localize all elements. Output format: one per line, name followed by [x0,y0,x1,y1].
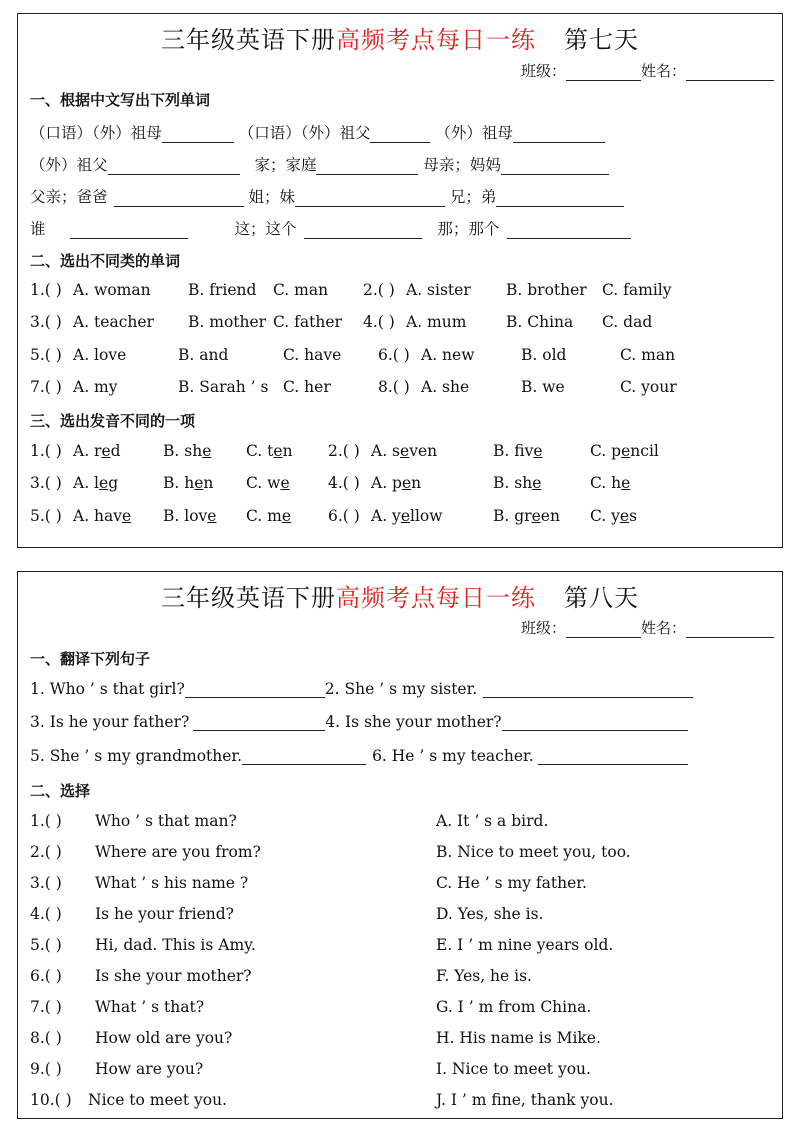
option-a [73,507,131,525]
underlined-letter: e [621,474,631,493]
option-prefix: C. w [246,474,281,493]
question-number: 3.( ) [30,474,62,493]
option-a: A. my [73,377,118,396]
title-black: 三年级英语下册 [161,26,336,54]
option-a: A. woman [73,281,151,299]
answer-blank[interactable] [193,714,325,731]
option-suffix: s [629,506,638,525]
option-c: C. man [620,345,676,364]
option-prefix: B. sh [493,474,533,493]
option-prefix: B. sh [163,442,203,460]
option-prefix: B. h [163,474,195,493]
underlined-letter: e [531,506,541,525]
title-day: 第八天 [564,584,639,612]
translate-row [30,680,693,698]
option-a [371,474,421,492]
question-text: What ’ s his name ? [95,874,249,892]
option-b: B. and [178,345,229,364]
option-a: A. love [73,345,127,364]
question-number: 8.( ) [378,377,410,396]
question-text: How old are you? [95,1029,233,1047]
word-prompt: 那；那个 [437,220,500,238]
sentence: 2. She ’ s my sister. [324,680,478,698]
option-c: C. dad [602,313,653,332]
section-heading: 二、选出不同类的单词 [30,252,181,270]
underlined-letter: e [619,506,630,525]
answer-blank[interactable] [70,222,188,239]
option-b [163,442,211,460]
option-suffix: ven [409,442,438,460]
word-prompt: （口语）（外）祖父 [238,124,371,142]
name-field[interactable] [686,64,774,81]
class-name-line [521,617,774,638]
class-label: 班级： [520,62,566,80]
sentence: 1. Who ’ s that girl? [30,680,185,698]
option-suffix: n [411,474,422,493]
underlined-letter: e [400,506,410,525]
option-a: A. teacher [73,313,154,332]
answer-blank[interactable] [295,190,445,207]
word-prompt: 母亲；妈妈 [423,156,501,174]
answer-option: J. I ’ m fine, thank you. [436,1091,614,1109]
underlined-letter: e [202,442,212,460]
underlined-letter: e [621,442,631,460]
worksheet-day7 [17,13,783,548]
option-a: A. new [421,345,475,364]
underlined-letter: e [99,474,109,493]
question-number: 6.( ) [30,967,62,985]
option-a [73,442,121,460]
question-number: 10.( ) [30,1091,72,1109]
section-heading: 一、根据中文写出下列单词 [30,91,211,109]
answer-option: B. Nice to meet you, too. [436,843,631,861]
option-b [493,442,543,460]
underlined-letter: e [207,506,217,525]
word-prompt: （口语）（外）祖母 [30,124,162,142]
question-number: 2.( ) [30,843,62,861]
question-text: Nice to meet you. [88,1091,227,1109]
answer-blank[interactable] [501,158,609,175]
answer-blank[interactable] [242,748,366,765]
option-suffix: d [110,442,121,460]
option-c [246,507,291,525]
option-b: B. Sarah ’ s [178,377,269,396]
question-number: 1.( ) [30,442,62,460]
option-prefix: A. y [371,506,401,525]
page-title [18,20,782,55]
question-number: 6.( ) [378,345,410,364]
question-number: 7.( ) [30,998,62,1016]
question-number: 2.( ) [328,442,360,460]
question-number: 7.( ) [30,377,62,396]
option-c: C. your [620,377,677,396]
page-title [18,578,782,613]
option-b: B. old [521,345,567,364]
option-prefix: A. p [371,474,402,493]
underlined-letter: e [280,474,290,493]
option-c: C. man [273,281,329,299]
answer-blank[interactable] [502,714,688,731]
name-label: 姓名： [640,62,686,80]
underlined-letter: e [273,442,283,460]
translate-row [30,747,688,765]
underlined-letter: e [532,474,542,493]
answer-blank[interactable] [496,190,624,207]
question-number: 3.( ) [30,313,62,332]
option-c [246,442,293,460]
class-field[interactable] [566,64,641,81]
answer-blank[interactable] [538,748,688,765]
question-number: 4.( ) [363,313,395,332]
question-number: 1.( ) [30,812,62,830]
underlined-letter: e [533,442,543,460]
option-prefix: C. t [246,442,274,460]
answer-blank[interactable] [114,190,244,207]
translate-row [30,713,688,731]
option-c [246,474,290,492]
option-c [590,442,659,460]
option-c: C. her [283,377,331,396]
sentence: 6. He ’ s my teacher. [372,747,534,765]
title-black: 三年级英语下册 [161,584,336,612]
option-suffix: llow [410,506,443,525]
option-b: B. brother [506,281,587,299]
option-c: C. father [273,313,342,332]
option-a: A. mum [406,313,467,332]
title-day: 第七天 [564,26,639,54]
option-b [163,474,213,492]
answer-blank[interactable] [370,126,430,143]
question-number: 5.( ) [30,345,62,364]
word-prompt: 这；这个 [234,220,297,238]
answer-option: I. Nice to meet you. [436,1060,591,1078]
sentence: 5. She ’ s my grandmother. [30,747,243,765]
option-c: C. have [283,345,342,364]
word-prompt: 谁 [30,220,46,238]
name-label: 姓名： [640,619,686,637]
underlined-letter: e [122,506,132,525]
underlined-letter: e [101,442,111,460]
question-number: 4.( ) [30,905,62,923]
option-c: C. family [602,281,672,299]
question-number: 1.( ) [30,281,62,299]
question-text: Is she your mother? [95,967,252,985]
title-red: 高频考点每日一练 [336,26,536,54]
option-b [493,474,541,492]
sentence: 3. Is he your father? [30,713,190,731]
option-a [371,507,443,525]
option-c [590,507,637,525]
option-b [493,507,560,525]
underlined-letter: e [194,474,204,493]
question-text: Where are you from? [95,843,261,861]
word-prompt: （外）祖母 [435,124,513,142]
option-prefix: A. r [73,442,102,460]
word-prompt: 家；家庭 [254,156,317,174]
option-a: A. sister [406,281,471,299]
option-prefix: A. l [73,474,100,493]
words-row [30,217,631,239]
option-suffix: n [203,474,214,493]
word-prompt: 父亲；爸爸 [30,188,108,206]
option-prefix: B. lov [163,506,208,525]
class-name-line [521,60,774,81]
question-text: Is he your friend? [95,905,234,923]
underlined-letter: e [281,506,292,525]
option-prefix: C. m [246,506,282,525]
worksheet-day8 [17,571,783,1119]
question-text: How are you? [95,1060,204,1078]
answer-option: C. He ’ s my father. [436,874,587,892]
option-b: B. we [521,377,565,396]
option-b: B. mother [188,313,267,332]
answer-option: E. I ’ m nine years old. [436,936,614,954]
question-text: Who ’ s that man? [95,812,237,830]
question-number: 3.( ) [30,874,62,892]
title-red: 高频考点每日一练 [336,584,536,612]
answer-blank[interactable] [316,158,418,175]
option-suffix: en [540,506,560,525]
option-suffix: ncil [630,442,659,460]
option-prefix: B. gr [493,506,532,525]
answer-option: G. I ’ m from China. [436,998,592,1016]
option-b: B. friend [188,281,257,299]
question-number: 8.( ) [30,1029,62,1047]
option-a: A. she [421,377,470,396]
section-heading: 二、选择 [30,782,91,800]
name-field[interactable] [686,621,774,638]
option-prefix: A. hav [73,506,123,525]
option-prefix: C. h [590,474,622,493]
answer-option: D. Yes, she is. [436,905,544,923]
words-row [30,153,609,175]
underlined-letter: e [401,474,412,493]
answer-blank[interactable] [483,681,693,698]
section-heading: 三、选出发音不同的一项 [30,412,196,430]
word-prompt: （外）祖父 [30,156,108,174]
question-number: 2.( ) [363,281,395,299]
underlined-letter: e [400,442,410,460]
answer-blank[interactable] [507,222,631,239]
option-a [371,442,437,460]
answer-blank[interactable] [185,681,325,698]
question-text: Hi, dad. This is Amy. [95,936,256,954]
words-row [30,121,605,143]
option-c [590,474,630,492]
question-text: What ’ s that? [95,998,205,1016]
class-field[interactable] [566,621,641,638]
option-prefix: B. fiv [493,442,534,460]
question-number: 4.( ) [328,474,360,493]
question-number: 6.( ) [328,506,360,525]
answer-blank[interactable] [304,222,422,239]
question-number: 9.( ) [30,1060,62,1078]
answer-option: F. Yes, he is. [436,967,532,985]
answer-blank[interactable] [162,126,234,143]
question-number: 5.( ) [30,936,62,954]
option-suffix: g [108,474,119,493]
answer-option: H. His name is Mike. [436,1029,601,1047]
question-number: 5.( ) [30,506,62,525]
sentence: 4. Is she your mother? [325,713,502,731]
option-b [163,507,216,525]
option-prefix: A. s [371,442,401,460]
answer-option: A. It ’ s a bird. [436,812,549,830]
answer-blank[interactable] [108,158,240,175]
section-heading: 一、翻译下列句子 [30,650,151,668]
option-suffix: n [282,442,293,460]
class-label: 班级： [520,619,566,637]
option-b: B. China [506,313,574,332]
words-row [30,185,624,207]
option-a [73,474,118,492]
answer-blank[interactable] [513,126,605,143]
word-prompt: 兄；弟 [449,188,497,206]
word-prompt: 姐；妹 [248,188,295,206]
option-prefix: C. p [590,442,622,460]
option-prefix: C. y [590,506,620,525]
